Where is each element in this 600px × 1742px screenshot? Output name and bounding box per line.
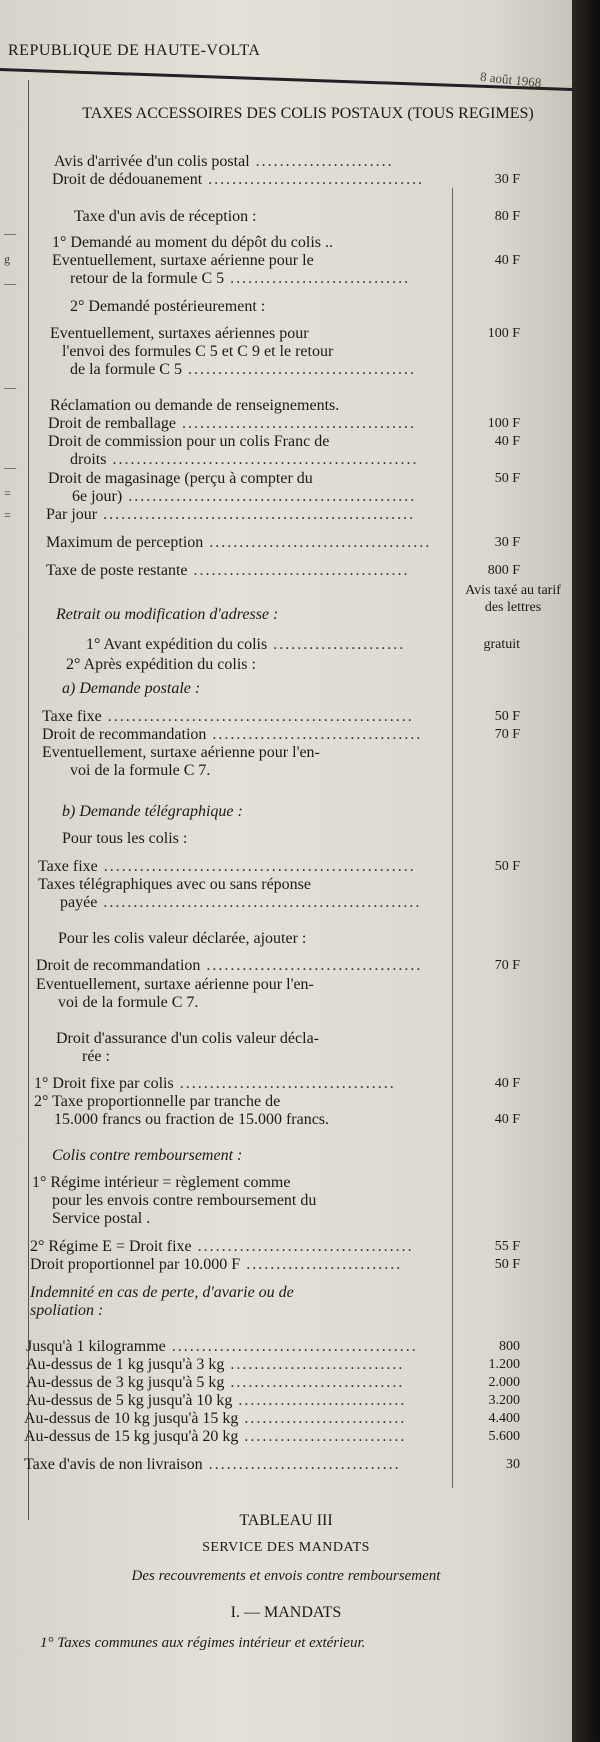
margin-mark: — [4,276,16,290]
tariff-line-text: 1° Avant expédition du colis [86,636,268,653]
tariff-line [48,433,329,451]
leader-dots: .................................... [191,1238,414,1255]
tariff-line [32,1174,290,1192]
tariff-line [52,1192,316,1210]
header-title: REPUBLIQUE DE HAUTE-VOLTA [8,42,261,59]
leader-dots: ............................. [224,1374,405,1391]
tariff-line [36,976,314,994]
tariff-line [70,298,265,316]
tariff-value: 50 F [494,709,520,724]
leader-dots: ............................ [232,1392,407,1409]
service-title: SERVICE DES MANDATS [202,1540,370,1555]
tariff-line [62,803,243,821]
tariff-line-text: Pour tous les colis : [62,830,188,847]
tariff-line [26,1374,404,1392]
tariff-line-text: 1° Droit fixe par colis [34,1075,174,1092]
tariff-line [52,1210,150,1228]
tariff-line [52,1147,242,1165]
tariff-line-text: Droit proportionnel par 10.000 F [30,1256,241,1273]
tariff-value: 5.600 [488,1429,520,1444]
tariff-line-text: voi de la formule C 7. [70,762,211,779]
tariff-line-text: Jusqu'à 1 kilogramme [26,1338,166,1355]
margin-mark: — [4,380,16,394]
tableau-title: TABLEAU III [239,1512,333,1529]
tariff-line [52,171,424,189]
tariff-value: 100 F [487,416,520,431]
tariff-line-text: Droit de recommandation [36,957,201,974]
leader-dots: .................................................... [97,506,416,523]
tariff-line [34,1075,396,1093]
tariff-line [30,1238,414,1256]
margin-mark: — [4,460,16,474]
tariff-line [38,876,311,894]
section-title: TAXES ACCESSOIRES DES COLIS POSTAUX (TOUS REGIMES) [82,105,534,122]
tariff-line-text: Taxes télégraphiques avec ou sans réponse [38,876,311,893]
leader-dots: ....................... [249,153,394,170]
tariff-line [52,252,314,270]
tariff-line-text: 1° Demandé au moment du dépôt du colis .. [52,234,334,251]
tariff-line [58,994,198,1012]
tariff-line-text: 15.000 francs ou fraction de 15.000 francs. [54,1111,330,1128]
tariff-value: 3.200 [488,1393,520,1408]
tariff-line-text: Taxe fixe [42,708,102,725]
tariff-value: 30 [506,1457,520,1472]
tariff-line [74,208,257,226]
tariff-line-text: Au-dessus de 5 kg jusqu'à 10 kg [26,1392,233,1409]
tariff-value: gratuit [483,637,520,652]
tariff-line [24,1410,406,1428]
tariff-line [26,1356,404,1374]
tariff-value: 30 F [494,172,520,187]
tariff-line-text: Service postal . [52,1210,151,1227]
tariff-line-text: payée [60,894,98,911]
tariff-line-text: Droit de dédouanement [52,171,203,188]
tariff-line [24,1428,406,1446]
tariff-line-text: Eventuellement, surtaxe aérienne pour l'en- [42,744,320,761]
leader-dots: ...................... [267,636,406,653]
tariff-line-text: droits [70,451,107,468]
tariff-line [60,894,421,912]
header-date: 8 août 1968 [479,68,543,91]
leader-dots: ........................... [238,1428,407,1445]
tariff-line-text: 2° Après expédition du colis : [66,656,256,673]
tariff-line-text: Taxe d'un avis de réception : [74,208,257,225]
tariff-line-text: Taxe d'avis de non livraison [24,1456,203,1473]
tariff-line [48,415,416,433]
leader-dots: ............................. [224,1356,405,1373]
tariff-line [70,270,410,288]
service-subtitle: Des recouvrements et envois contre remboursement [131,1568,441,1584]
tariff-line-text: Eventuellement, surtaxe aérienne pour le [52,252,314,269]
margin-mark: = [4,486,11,500]
tariff-line [62,830,187,848]
tariff-line [86,636,405,654]
tariff-line-text: Retrait ou modification d'adresse : [56,606,279,623]
tariff-line-text: 2° Régime E = Droit fixe [30,1238,192,1255]
tariff-line-text: Par jour [46,506,98,523]
tariff-value: 55 F [494,1239,520,1254]
tariff-line-text: b) Demande télégraphique : [62,803,243,820]
tariff-line-text: Droit de magasinage (perçu à compter du [48,470,313,487]
tariff-line [26,1392,406,1410]
margin-mark: g [4,252,10,266]
tariff-line-text: spoliation : [30,1302,104,1319]
leader-dots: ................................................ [122,488,417,505]
tariff-value: 40 F [494,1076,520,1091]
tariff-value: 4.400 [488,1411,520,1426]
leader-dots: .................................... [200,957,423,974]
tariff-line [30,1302,103,1320]
tariff-value: 70 F [494,727,520,742]
tariff-value: 40 F [494,253,520,268]
tariff-line-text: 1° Régime intérieur = règlement comme [32,1174,291,1191]
tariff-line [56,1030,319,1048]
tariff-line-text: Avis d'arrivée d'un colis postal [54,153,250,170]
tariff-value: 30 F [494,535,520,550]
tariff-value: 40 F [494,1112,520,1127]
tariff-value: 50 F [494,859,520,874]
leader-dots: ......................................... [165,1338,418,1355]
leader-dots: ................................................... [106,451,419,468]
leader-dots: ..................................... [203,534,432,551]
tariff-line-text: de la formule C 5 [70,361,182,378]
tariff-line-text: Au-dessus de 15 kg jusqu'à 20 kg [24,1428,239,1445]
tariff-line-text: Eventuellement, surtaxe aérienne pour l'en- [36,976,314,993]
tariff-line-text: Maximum de perception [46,534,204,551]
tariff-line [50,397,339,415]
tariff-line-text: l'envoi des formules C 5 et C 9 et le retour [62,343,334,360]
mandats-heading: I. — MANDATS [230,1604,342,1621]
tariff-line [50,325,309,343]
leader-dots: ..................................................... [97,894,422,911]
tariff-line-text: 2° Taxe proportionnelle par tranche de [34,1093,281,1110]
tariff-line [42,726,422,744]
tariff-line [46,506,415,524]
tariff-line-text: Réclamation ou demande de renseignements. [50,397,340,414]
tariff-line-text: retour de la formule C 5 [70,270,225,287]
tariff-line [70,762,210,780]
tariff-line [62,343,333,361]
tariff-line-text: Colis contre remboursement : [52,1147,243,1164]
tariff-line-text: Pour les colis valeur déclarée, ajouter : [58,930,307,947]
tariff-line-text: voi de la formule C 7. [58,994,199,1011]
poste-restante-note: Avis taxé au tarif des lettres [465,583,561,615]
tariff-value: 800 [499,1339,520,1354]
tariff-line-text: Indemnité en cas de perte, d'avarie ou de [30,1284,294,1301]
tariff-line-text: Droit de recommandation [42,726,207,743]
tariff-value: 1.200 [488,1357,520,1372]
tariff-line [70,451,418,469]
tariff-line [52,234,333,252]
leader-dots: ................................ [202,1456,401,1473]
leader-dots: ................................................... [101,708,414,725]
tariff-line [54,153,394,171]
tariff-value: 50 F [494,1257,520,1272]
tariff-line-text: Droit d'assurance d'un colis valeur décla- [56,1030,319,1047]
tariff-line-text: Au-dessus de 10 kg jusqu'à 15 kg [24,1410,239,1427]
value-column-rule [452,188,453,1488]
page-edge [572,0,600,1742]
tariff-line [30,1284,294,1302]
tariff-value: 70 F [494,958,520,973]
mandats-item: 1° Taxes communes aux régimes intérieur et extérieur. [40,1635,366,1651]
tariff-line-text: Taxe de poste restante [46,562,188,579]
tariff-line [46,534,431,552]
tariff-line-text: Taxe fixe [38,858,98,875]
tariff-line [26,1338,418,1356]
leader-dots: ...................................... [181,361,416,378]
tariff-line-text: Au-dessus de 3 kg jusqu'à 5 kg [26,1374,225,1391]
leader-dots: ................................... [206,726,423,743]
tariff-line [56,606,278,624]
leader-dots: ........................... [238,1410,407,1427]
tariff-line-text: Droit de commission pour un colis Franc de [48,433,330,450]
margin-mark: = [4,508,11,522]
leader-dots: .................................... [202,171,425,188]
tariff-line [72,488,416,506]
tariff-value: 50 F [494,471,520,486]
tariff-line-text: Au-dessus de 1 kg jusqu'à 3 kg [26,1356,225,1373]
tariff-line [30,1256,402,1274]
tariff-line [38,858,416,876]
tariff-line [36,957,422,975]
tariff-line-text: Eventuellement, surtaxes aériennes pour [50,325,309,342]
leader-dots: .................................... [173,1075,396,1092]
leader-dots: ....................................... [175,415,416,432]
tariff-line [66,656,256,674]
tariff-line [82,1048,110,1066]
left-column-rule [28,80,29,1520]
tariff-line [24,1456,401,1474]
tariff-line [54,1111,329,1129]
tariff-line [42,744,320,762]
tariff-line-text: 2° Demandé postérieurement : [70,298,266,315]
tariff-value: 80 F [494,209,520,224]
tariff-line [42,708,414,726]
tariff-value: 2.000 [488,1375,520,1390]
tariff-line [62,680,200,698]
tariff-line [48,470,313,488]
tariff-line-text: pour les envois contre remboursement du [52,1192,317,1209]
tariff-line [34,1093,280,1111]
margin-mark: — [4,226,16,240]
leader-dots: .................................................... [97,858,416,875]
tariff-line [46,562,409,580]
leader-dots: .................................... [187,562,410,579]
tariff-line [58,930,306,948]
leader-dots: .............................. [224,270,411,287]
tariff-line [70,361,416,379]
tariff-value: 800 F [487,563,520,578]
tariff-line-text: a) Demande postale : [62,680,201,697]
tariff-line-text: rée : [82,1048,110,1065]
tariff-line-text: Droit de remballage [48,415,176,432]
leader-dots: .......................... [240,1256,403,1273]
tariff-line-text: 6e jour) [72,488,123,505]
tariff-value: 100 F [487,326,520,341]
tariff-value: 40 F [494,434,520,449]
